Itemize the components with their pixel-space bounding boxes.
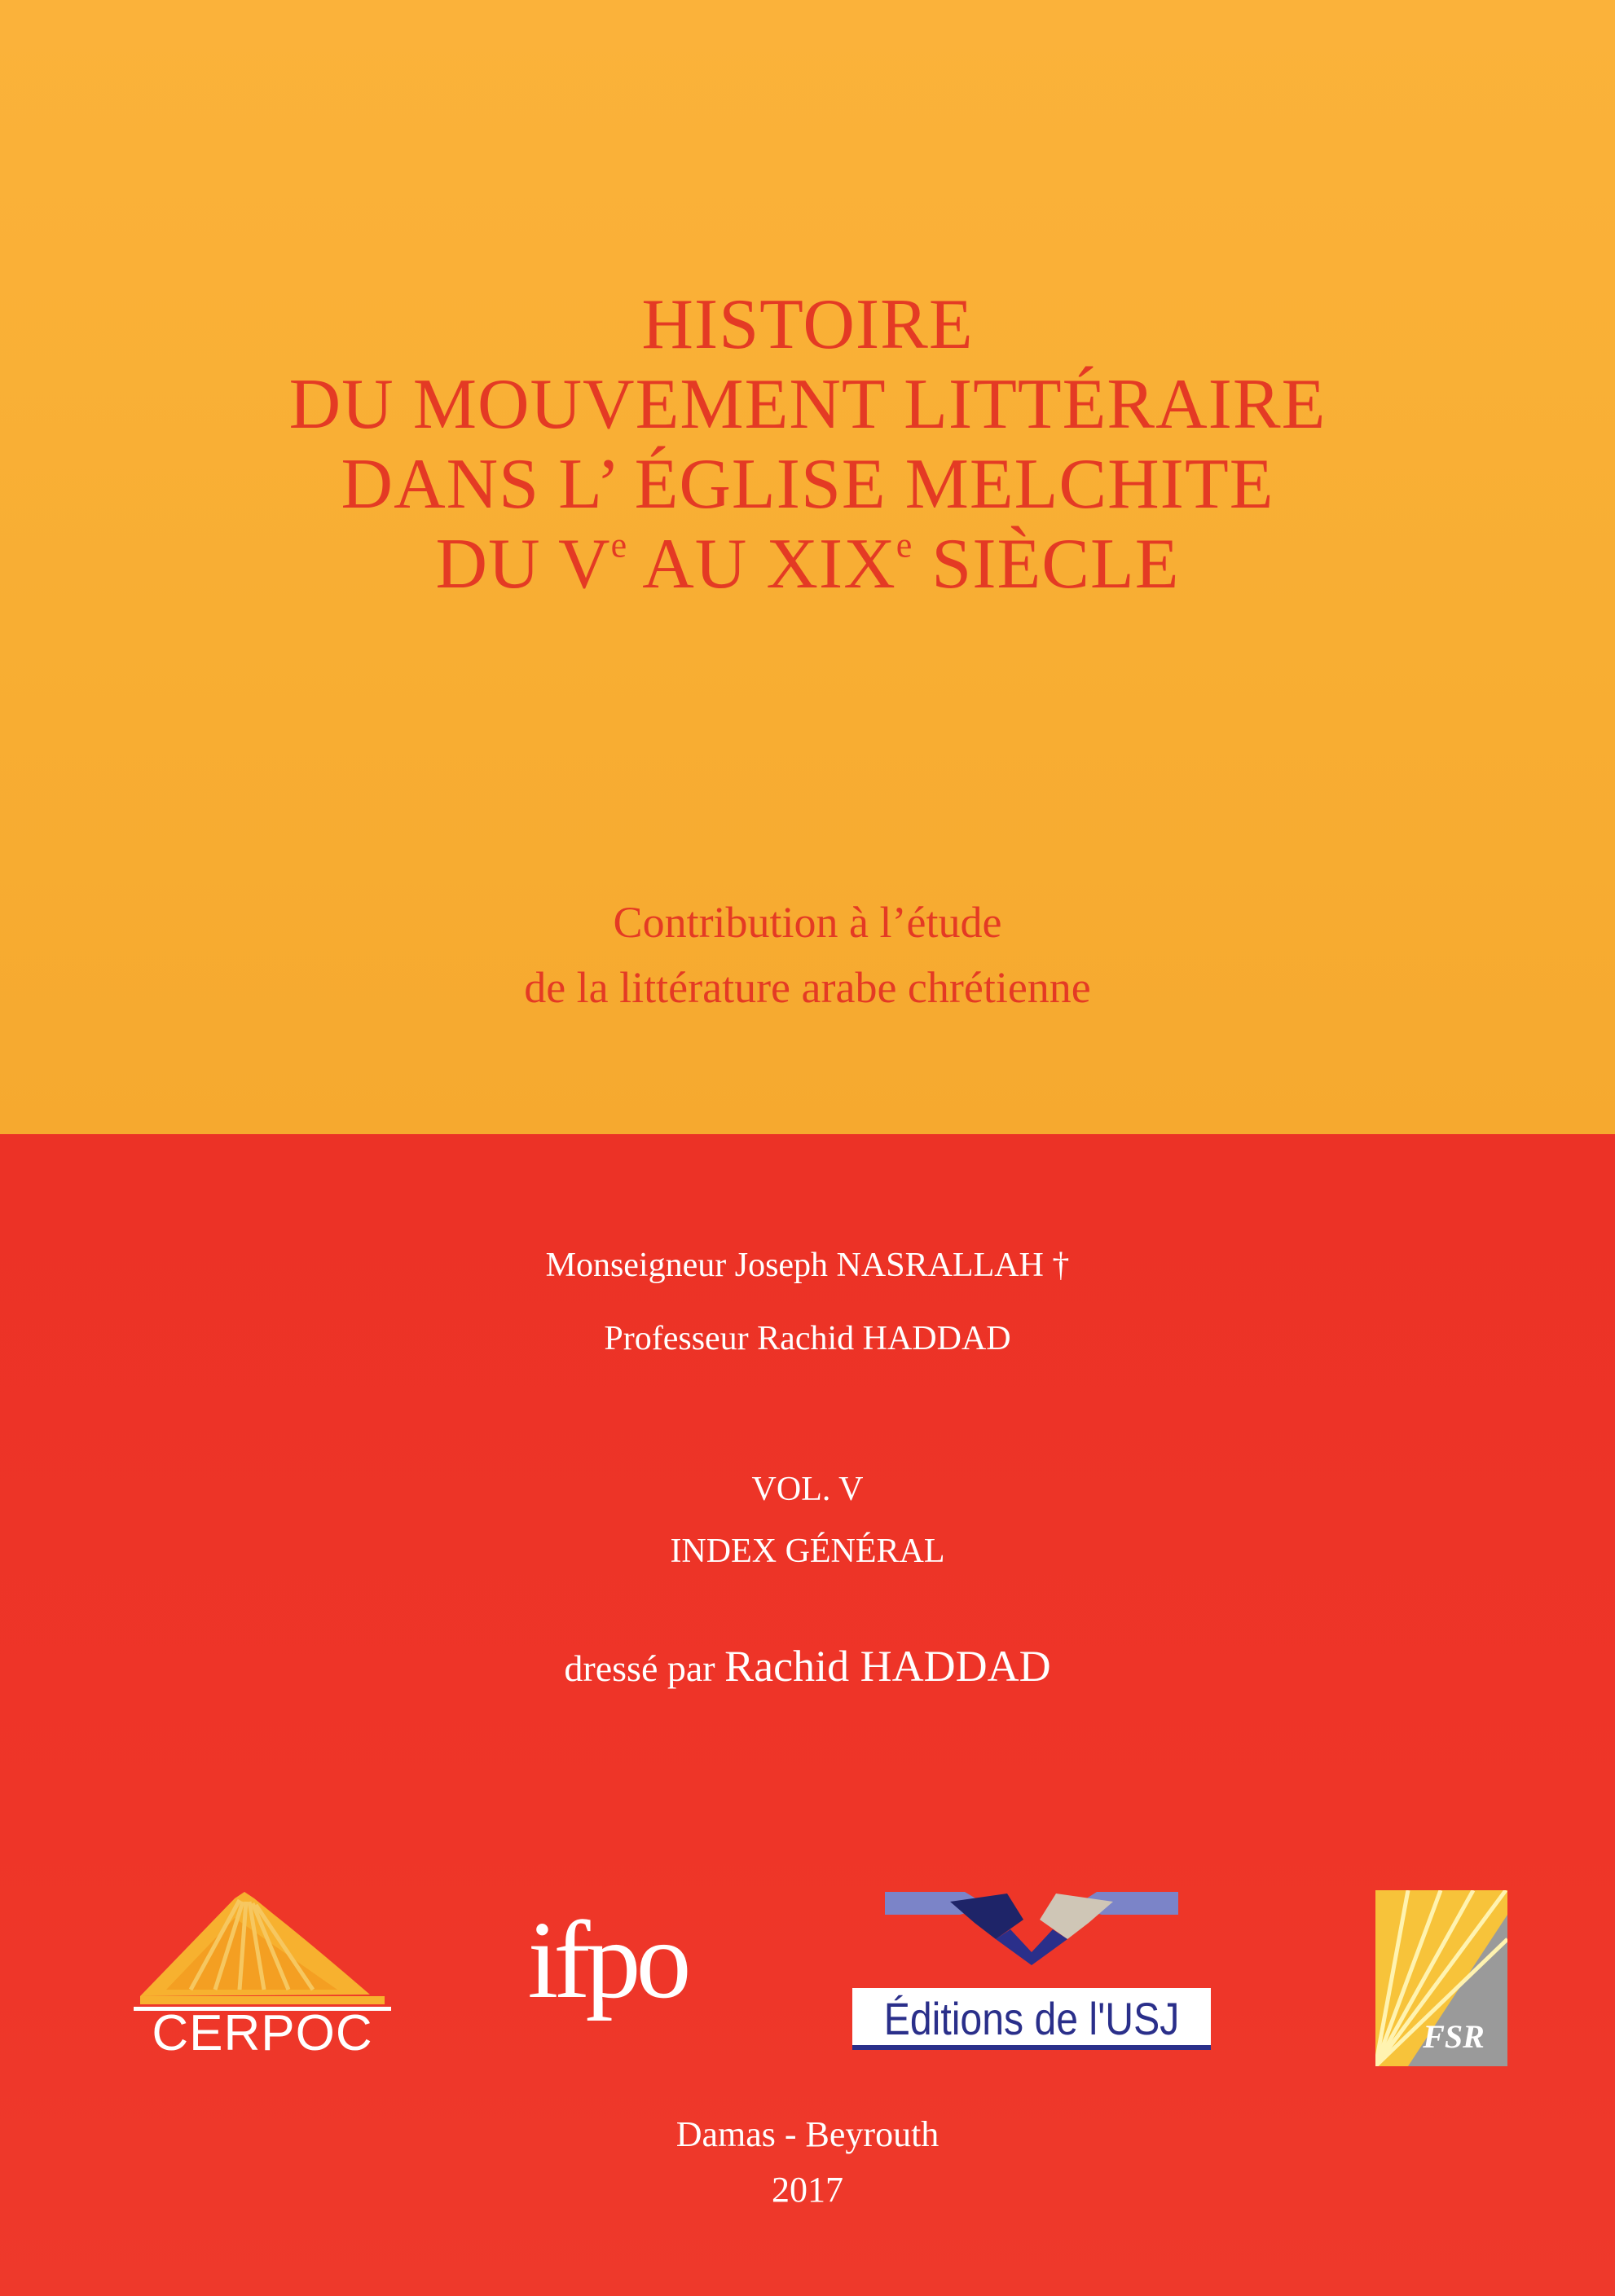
book-title bbox=[0, 285, 1615, 605]
book-subtitle bbox=[0, 890, 1615, 1020]
authors bbox=[0, 1229, 1615, 1375]
fsr-logo bbox=[1375, 1890, 1507, 2066]
cerpoc-logo bbox=[134, 1889, 391, 2068]
subtitle-line-2: de la littérature arabe chrétienne bbox=[524, 963, 1091, 1012]
ifpo-name: ifpo bbox=[527, 1899, 687, 2021]
title-superscript-1: e bbox=[610, 525, 628, 565]
imprint-year: 2017 bbox=[772, 2170, 843, 2210]
author-1: Monseigneur Joseph NASRALLAH † bbox=[545, 1247, 1070, 1284]
ifpo-logo bbox=[521, 1887, 693, 2074]
open-book-icon bbox=[852, 1887, 1211, 1993]
compiler-prefix: dressé par bbox=[564, 1647, 725, 1689]
usj-logo bbox=[852, 1887, 1211, 2066]
title-line-3: DANS L’ ÉGLISE MELCHITE bbox=[341, 445, 1274, 524]
title-line-4-mid: AU XIX bbox=[627, 525, 896, 604]
imprint bbox=[0, 2107, 1615, 2218]
title-line-4-prefix: DU V bbox=[435, 525, 611, 604]
compiler-name: Rachid HADDAD bbox=[724, 1642, 1051, 1691]
title-line-2: DU MOUVEMENT LITTÉRAIRE bbox=[288, 365, 1327, 444]
author-2: Professeur Rachid HADDAD bbox=[604, 1320, 1011, 1357]
title-superscript-2: e bbox=[896, 525, 913, 565]
compiler-credit bbox=[0, 1638, 1615, 1697]
fsr-name: FSR bbox=[1423, 2018, 1485, 2055]
usj-name: Éditions de l'USJ bbox=[883, 1993, 1180, 2044]
volume-number: VOL. V bbox=[751, 1471, 864, 1508]
title-line-4 bbox=[0, 525, 1615, 605]
title-line-4-suffix: SIÈCLE bbox=[913, 525, 1180, 604]
cerpoc-roof-icon bbox=[134, 1889, 391, 2011]
volume-name: INDEX GÉNÉRAL bbox=[670, 1533, 945, 1570]
imprint-place: Damas - Beyrouth bbox=[675, 2114, 940, 2154]
subtitle-line-1: Contribution à l’étude bbox=[613, 898, 1002, 947]
cerpoc-name: CERPOC bbox=[152, 2005, 373, 2061]
title-line-1: HISTOIRE bbox=[641, 285, 974, 364]
volume-info bbox=[0, 1458, 1615, 1582]
